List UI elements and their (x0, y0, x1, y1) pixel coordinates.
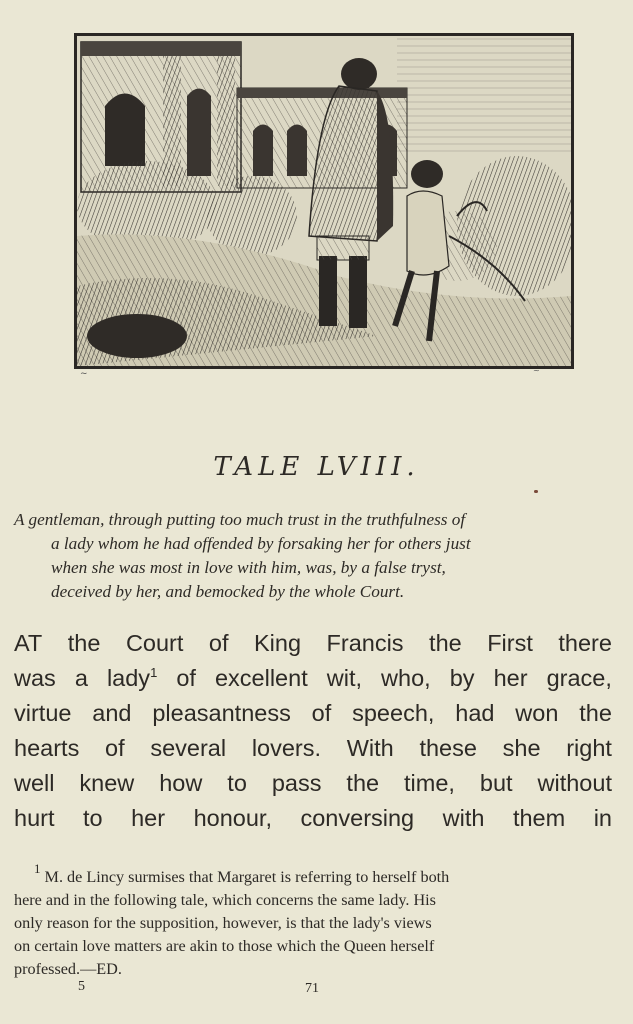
body-word: speech, (352, 700, 435, 726)
body-word: of (208, 630, 229, 656)
body-line (14, 766, 612, 801)
body-word: hearts (14, 735, 80, 761)
body-word: excellent (214, 665, 308, 691)
paper-speck (534, 490, 538, 493)
body-word: Francis (326, 630, 404, 656)
body-word: With (346, 735, 394, 761)
body-word: knew (79, 770, 135, 796)
body-word: and (92, 700, 132, 726)
page-number: 71 (305, 981, 319, 996)
body-word: several (150, 735, 227, 761)
body-word: by (449, 665, 475, 691)
body-word: but (479, 770, 513, 796)
argument-line: a lady whom he had offended by forsaking her for others just (51, 534, 471, 553)
body-word: these (419, 735, 477, 761)
body-word: her (493, 665, 528, 691)
footnote-line: on certain love matters are akin to those which the Queen herself (14, 937, 435, 955)
footnote-line: only reason for the supposition, however, is that the lady's views (14, 914, 432, 932)
body-word: to (227, 770, 247, 796)
signature-mark: 5 (78, 979, 85, 994)
body-line (14, 801, 612, 836)
body-word: who, (381, 665, 431, 691)
body-word: the (579, 700, 612, 726)
footnote-line: $^1$ M. de Lincy surmises that Margaret is referring to herself both (34, 861, 450, 886)
body-word: was (14, 665, 56, 691)
footnote-reference[interactable]: 1 (150, 665, 158, 680)
engraving-illustration (74, 33, 574, 369)
body-word: right (566, 735, 612, 761)
body-word: them (512, 805, 566, 831)
body-word: a (74, 665, 88, 691)
engraving-icon (77, 36, 571, 366)
body-word: wit, (326, 665, 362, 691)
body-word: the (346, 770, 380, 796)
footnote (14, 861, 612, 981)
footnote-mark: 1 (34, 861, 41, 876)
argument-line: deceived by her, and bemocked by the whole Court. (51, 582, 405, 601)
body-word: First (487, 630, 533, 656)
body-word: to (83, 805, 103, 831)
engraver-mark: ~ (533, 366, 540, 375)
body-word: the (429, 630, 462, 656)
body-line (14, 661, 612, 696)
body-word: virtue (14, 700, 72, 726)
body-word: well (14, 770, 55, 796)
body-word: hurt (14, 805, 55, 831)
body-word: lovers. (251, 735, 322, 761)
body-word: the (67, 630, 101, 656)
footnote-line: professed.—ED. (14, 960, 122, 978)
body-word: honour, (193, 805, 272, 831)
body-word: Court (125, 630, 184, 656)
tale-body (14, 626, 612, 836)
body-word: won (515, 700, 559, 726)
body-word: time, (404, 770, 455, 796)
body-word: with (442, 805, 485, 831)
body-word: her (131, 805, 166, 831)
body-word: in (593, 805, 612, 831)
tale-title: TALE LVIII. (213, 452, 420, 482)
body-word: AT (14, 630, 43, 656)
footnote-line: here and in the following tale, which concerns the same lady. His (14, 891, 436, 909)
body-word: without (537, 770, 612, 796)
engraver-mark: ~ (80, 369, 88, 379)
body-word: grace, (546, 665, 612, 691)
body-word: conversing (300, 805, 415, 831)
tale-argument (14, 508, 614, 604)
body-word: of (311, 700, 332, 726)
body-word: King (253, 630, 302, 656)
argument-line: A gentleman, through putting too much trust in the truthfulness of (14, 510, 466, 529)
body-word: of (105, 735, 125, 761)
body-line (14, 626, 612, 661)
body-word: how (159, 770, 203, 796)
body-word: there (558, 630, 612, 656)
body-word: pleasantness (152, 700, 291, 726)
body-word: lady$^1$ (106, 665, 158, 691)
body-word: pass (271, 770, 322, 796)
body-line (14, 731, 612, 766)
body-word: she (502, 735, 541, 761)
argument-line: when she was most in love with him, was, by a false tryst, (51, 558, 446, 577)
body-line (14, 696, 612, 731)
body-word: had (455, 700, 495, 726)
body-word: of (176, 665, 196, 691)
